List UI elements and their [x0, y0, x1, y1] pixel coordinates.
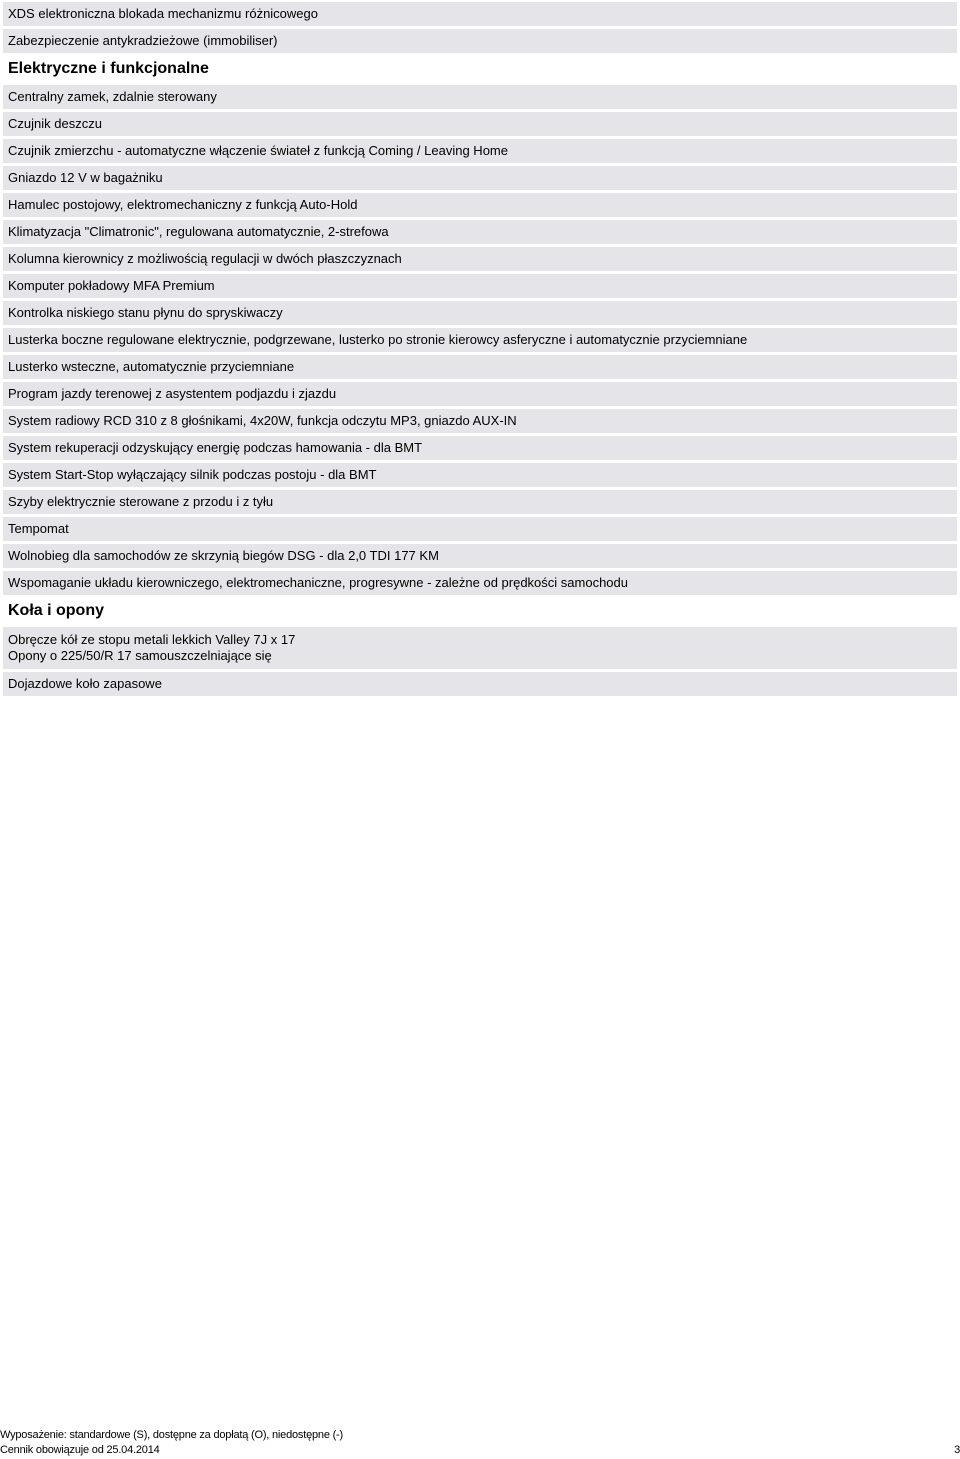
- list-item: Szyby elektrycznie sterowane z przodu i z tyłu: [3, 490, 957, 514]
- list-item: Tempomat: [3, 517, 957, 541]
- section-heading-wheels: Koła i opony: [8, 602, 104, 619]
- list-item: [3, 627, 957, 669]
- section-heading-electric: Elektryczne i funkcjonalne: [8, 60, 209, 77]
- list-item: System radiowy RCD 310 z 8 głośnikami, 4x20W, funkcja odczytu MP3, gniazdo AUX-IN: [3, 409, 957, 433]
- list-item: Gniazdo 12 V w bagażniku: [3, 166, 957, 190]
- list-item: Kontrolka niskiego stanu płynu do spryskiwaczy: [3, 301, 957, 325]
- list-item: System Start-Stop wyłączający silnik podczas postoju - dla BMT: [3, 463, 957, 487]
- list-item: Czujnik zmierzchu - automatyczne włączenie świateł z funkcją Coming / Leaving Home: [3, 139, 957, 163]
- list-item-line: Opony o 225/50/R 17 samouszczelniające się: [8, 648, 272, 663]
- price-list-date: Cennik obowiązuje od 25.04.2014: [0, 1444, 160, 1456]
- list-item: Dojazdowe koło zapasowe: [3, 672, 957, 696]
- list-item: Klimatyzacja "Climatronic", regulowana automatycznie, 2-strefowa: [3, 220, 957, 244]
- equipment-legend: Wyposażenie: standardowe (S), dostępne za dopłatą (O), niedostępne (-): [0, 1429, 343, 1441]
- equipment-list: [3, 2, 957, 699]
- list-item: XDS elektroniczna blokada mechanizmu różnicowego: [3, 2, 957, 26]
- list-item: Czujnik deszczu: [3, 112, 957, 136]
- list-item: Lusterka boczne regulowane elektrycznie, podgrzewane, lusterko po stronie kierowcy asferyczne i automatycznie przyciemniane: [3, 328, 957, 352]
- list-item: Komputer pokładowy MFA Premium: [3, 274, 957, 298]
- list-item: Zabezpieczenie antykradzieżowe (immobiliser): [3, 29, 957, 53]
- list-item: Centralny zamek, zdalnie sterowany: [3, 85, 957, 109]
- list-item: Lusterko wsteczne, automatycznie przyciemniane: [3, 355, 957, 379]
- list-item: System rekuperacji odzyskujący energię podczas hamowania - dla BMT: [3, 436, 957, 460]
- list-item: Kolumna kierownicy z możliwością regulacji w dwóch płaszczyznach: [3, 247, 957, 271]
- list-item: Hamulec postojowy, elektromechaniczny z funkcją Auto-Hold: [3, 193, 957, 217]
- page-number: 3: [954, 1444, 960, 1456]
- list-item: Wspomaganie układu kierowniczego, elektromechaniczne, progresywne - zależne od prędkości samochodu: [3, 571, 957, 595]
- list-item-line: Obręcze kół ze stopu metali lekkich Valley 7J x 17: [8, 632, 296, 647]
- list-item: Wolnobieg dla samochodów ze skrzynią biegów DSG - dla 2,0 TDI 177 KM: [3, 544, 957, 568]
- page-footer: [0, 1428, 960, 1458]
- list-item: Program jazdy terenowej z asystentem podjazdu i zjazdu: [3, 382, 957, 406]
